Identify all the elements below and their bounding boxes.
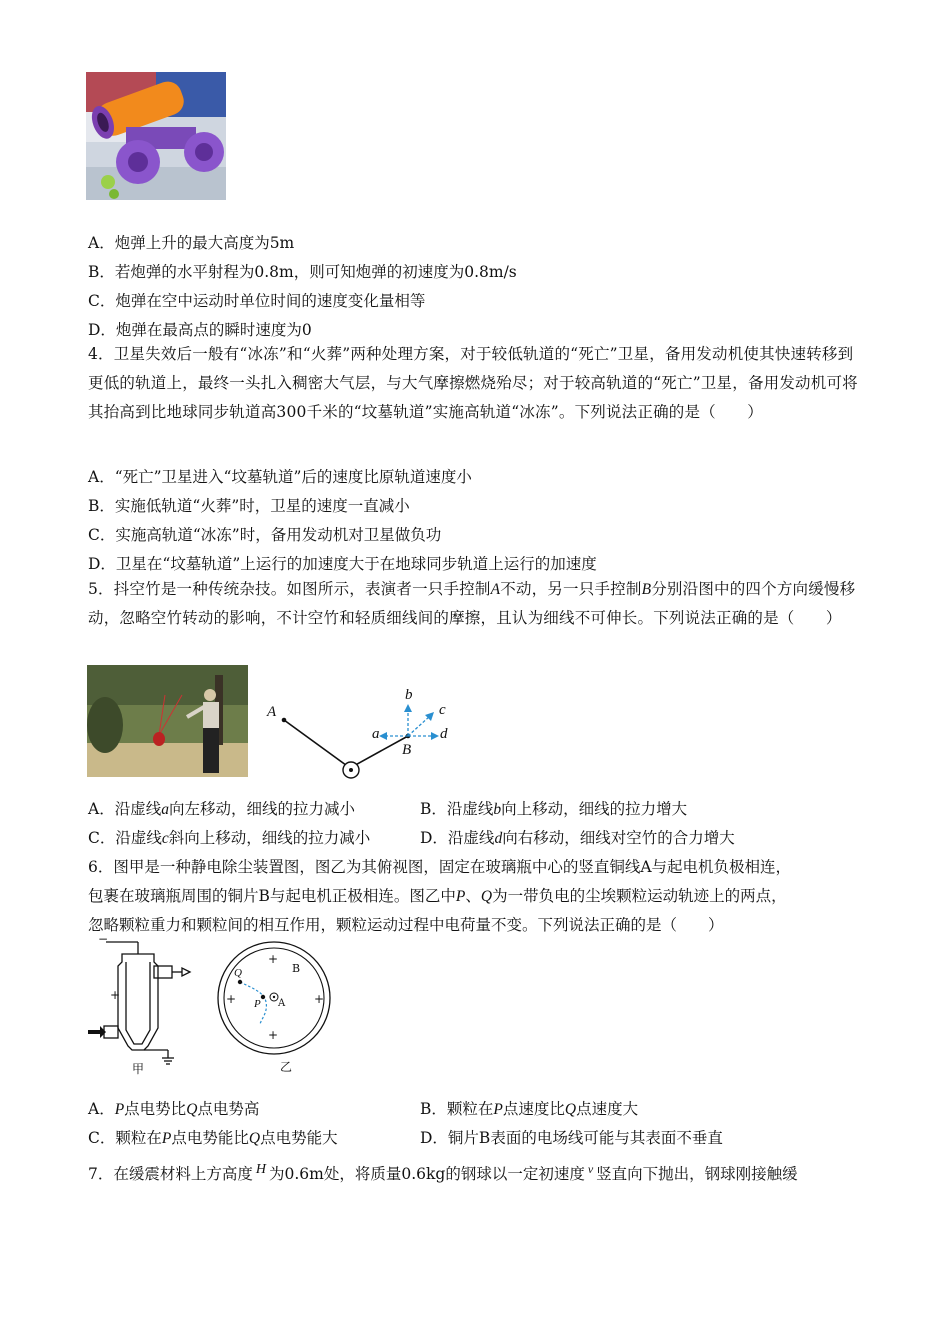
q4-option-d: D．卫星在“坟墓轨道”上运行的加速度大于在地球同步轨道上运行的加速度 xyxy=(88,555,597,573)
fig-label-a: a xyxy=(372,726,380,742)
q5-option-b: B．沿虚线b向上移动，细线的拉力增大 xyxy=(420,800,688,818)
q4-option-c: C．实施高轨道“冰冻”时，备用发动机对卫星做负功 xyxy=(88,526,442,544)
q4-option-a: A．“死亡”卫星进入“坟墓轨道”后的速度比原轨道速度小 xyxy=(88,468,472,486)
yi-label-P: P xyxy=(254,998,261,1010)
q5-option-d: D．沿虚线d向右移动，细线对空竹的合力增大 xyxy=(420,829,735,847)
q7-line-1: 7．在缓震材料上方高度 H 为0.6m处，将质量0.6kg的钢球以一定初速度 $^v$ 竖直向下抛出，钢球刚接触缓 xyxy=(88,1162,798,1183)
q3-option-c: C．炮弹在空中运动时单位时间的速度变化量相等 xyxy=(88,292,426,310)
yi-caption: 乙 xyxy=(280,1060,293,1074)
q6-option-c: C．颗粒在P点电势能比Q点电势能大 xyxy=(88,1129,338,1147)
fig-label-d: d xyxy=(440,726,448,742)
yi-label-B: B xyxy=(292,962,301,975)
jia-plus-label: + xyxy=(110,988,121,1002)
q6-option-b: B．颗粒在P点速度比Q点速度大 xyxy=(420,1100,639,1118)
q4-stem: 4．卫星失效后一般有“冰冻”和“火葬”两种处理方案，对于较低轨道的“死亡”卫星，备用发动机使其快速转移到更低的轨道上，最终一头扎入稠密大气层，与大气摩擦燃烧殆尽；对于较高轨道的“死亡”卫星，备用发动机可将其抬高到比地球同步轨道高300千米的“坟墓轨道”实施高轨道“冰冻”。下列说法正确的是（ ） xyxy=(88,345,858,421)
fig-label-c: c xyxy=(439,702,446,718)
jia-minus-label: − xyxy=(98,932,109,946)
q6-option-a: A．P点电势比Q点电势高 xyxy=(88,1100,260,1118)
yi-plus-left: + xyxy=(226,992,237,1006)
diabolo-diagram xyxy=(262,684,462,784)
q6-line-3: 忽略颗粒重力和颗粒间的相互作用，颗粒运动过程中电荷量不变。下列说法正确的是（ ） xyxy=(88,916,724,934)
q3-option-a: A．炮弹上升的最大高度为5m xyxy=(88,234,295,252)
q5-option-c: C．沿虚线c斜向上移动，细线的拉力减小 xyxy=(88,829,371,847)
q3-option-d: D．炮弹在最高点的瞬时速度为0 xyxy=(88,321,312,339)
yi-plus-top: + xyxy=(268,952,279,966)
yi-label-A: A xyxy=(278,998,286,1009)
fig-label-b: b xyxy=(405,687,413,703)
q6-line-1: 6．图甲是一种静电除尘装置图，图乙为其俯视图，固定在玻璃瓶中心的竖直铜线A与起电机负极相连， xyxy=(88,858,792,876)
yi-label-Q: Q xyxy=(234,967,242,979)
q3-option-b: B．若炮弹的水平射程为0.8m，则可知炮弹的初速度为0.8m/s xyxy=(88,263,517,281)
toy-cannon-photo xyxy=(86,72,226,200)
q4-option-b: B．实施低轨道“火葬”时，卫星的速度一直减小 xyxy=(88,497,410,515)
fig-label-A: A xyxy=(267,704,277,720)
fig-label-B: B xyxy=(402,742,412,758)
jia-caption: 甲 xyxy=(132,1062,145,1076)
diabolo-photo xyxy=(87,665,248,777)
yi-plus-right: + xyxy=(314,992,325,1006)
figure-jia xyxy=(86,932,196,1076)
figure-yi xyxy=(216,940,336,1075)
q6-line-2: 包裹在玻璃瓶周围的铜片B与起电机正极相连。图乙中P、Q为一带负电的尘埃颗粒运动轨迹上的两点， xyxy=(88,887,787,905)
q5-stem: 5．抖空竹是一种传统杂技。如图所示，表演者一只手控制A不动，另一只手控制B分别沿图中的四个方向缓慢移动，忽略空竹转动的影响，不计空竹和轻质细线间的摩擦，且认为细线不可伸长。下列说法正确的是（ ） xyxy=(88,580,856,627)
q6-option-d: D．铜片B表面的电场线可能与其表面不垂直 xyxy=(420,1129,723,1147)
yi-plus-bottom: + xyxy=(268,1028,279,1042)
q5-option-a: A．沿虚线a向左移动，细线的拉力减小 xyxy=(88,800,355,818)
